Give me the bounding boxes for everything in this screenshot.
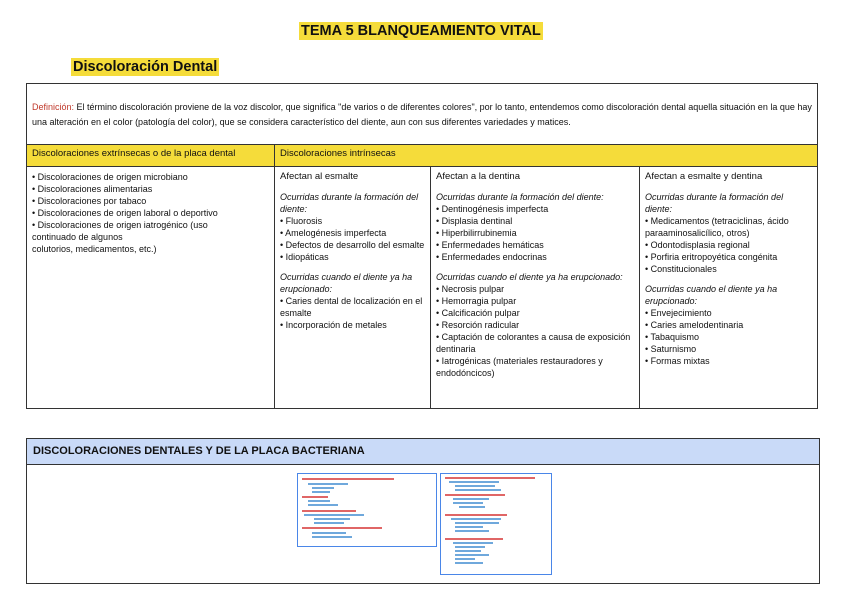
thumbnail-image: [440, 473, 552, 575]
list-item: • Incorporación de metales: [280, 320, 387, 330]
section-subtitle: Discoloración Dental: [73, 59, 218, 75]
dentina-heading: Afectan a la dentina: [436, 171, 520, 182]
extrinsic-item: • Discoloraciones alimentarias: [32, 184, 153, 194]
list-item: • Formas mixtas: [645, 356, 710, 366]
list-item: • Porfiria eritropoyética congénita: [645, 252, 778, 262]
header-extrinsic: Discoloraciones extrínsecas o de la placa dental: [27, 145, 275, 166]
list-item: • Tabaquismo: [645, 332, 700, 342]
extrinsic-item: • Discoloraciones de origen iatrogénico (uso: [32, 220, 208, 230]
esmalte-column: [275, 167, 431, 408]
list-item: • Necrosis pulpar: [436, 284, 505, 294]
list-item: • Hiperbilirrubinemia: [436, 228, 517, 238]
list-item: • Enfermedades endocrinas: [436, 252, 547, 262]
section2-box: [26, 438, 820, 584]
list-item: • Enfermedades hemáticas: [436, 240, 544, 250]
definition-row: [27, 84, 817, 145]
extrinsic-item: • Discoloraciones por tabaco: [32, 196, 147, 206]
ambos-during-label: Ocurridas durante la formación del diente:: [645, 192, 784, 214]
table-body-row: [27, 167, 817, 408]
dentina-during-label: Ocurridas durante la formación del diente:: [436, 192, 604, 202]
list-item: • Amelogénesis imperfecta: [280, 228, 387, 238]
extrinsic-item: • Discoloraciones de origen laboral o deportivo: [32, 208, 218, 218]
list-item: • Caries amelodentinaria: [645, 320, 744, 330]
section2-title: DISCOLORACIONES DENTALES Y DE LA PLACA BACTERIANA: [27, 439, 819, 465]
extrinsic-item: • Discoloraciones de origen microbiano: [32, 172, 188, 182]
list-item: • Saturnismo: [645, 344, 697, 354]
table-header-row: [27, 145, 817, 167]
thumbnail-image: [297, 473, 437, 547]
extrinsic-item: continuado de algunos: [32, 232, 123, 242]
list-item: • Displasia dentinal: [436, 216, 513, 226]
document-title: TEMA 5 BLANQUEAMIENTO VITAL: [301, 23, 541, 39]
esmalte-after-label: Ocurridas cuando el diente ya ha erupcionado:: [280, 272, 413, 294]
list-item: • Envejecimiento: [645, 308, 712, 318]
ambos-column: [640, 167, 817, 408]
list-item: • Resorción radicular: [436, 320, 520, 330]
dentina-after-label: Ocurridas cuando el diente ya ha erupcionado:: [436, 272, 623, 282]
definition-text: El término discoloración proviene de la voz discolor, que significa "de varios o de diferentes colores", por lo tanto, entendemos como discoloración dental aquella situación en la que hay una alteración en el color (patología del color), que se considera característico del diente, aun con sus diferentes variedades y matices.: [32, 102, 812, 127]
definition-label: Definición:: [32, 102, 75, 112]
extrinsic-item: colutorios, medicamentos, etc.): [32, 244, 157, 254]
discoloration-table: [26, 83, 818, 409]
dentina-column: [431, 167, 640, 408]
list-item: • Caries dental de localización en el esmalte: [280, 296, 423, 318]
esmalte-during-label: Ocurridas durante la formación del diente:: [280, 192, 419, 214]
list-item: • Fluorosis: [280, 216, 323, 226]
list-item: • Captación de colorantes a causa de exposición dentinaria: [436, 332, 631, 354]
list-item: • Idiopáticas: [280, 252, 329, 262]
header-intrinsic: Discoloraciones intrínsecas: [280, 148, 396, 159]
list-item: • Odontodisplasia regional: [645, 240, 750, 250]
list-item: • Constitucionales: [645, 264, 717, 274]
list-item: • Dentinogénesis imperfecta: [436, 204, 549, 214]
ambos-after-label: Ocurridas cuando el diente ya ha erupcionado:: [645, 284, 778, 306]
list-item: • Iatrogénicas (materiales restauradores y endodóncicos): [436, 356, 603, 378]
list-item: • Medicamentos (tetraciclinas, ácido paraaminosalicílico, otros): [645, 216, 789, 238]
esmalte-heading: Afectan al esmalte: [280, 171, 359, 182]
extrinsic-column: [27, 167, 275, 408]
ambos-heading: Afectan a esmalte y dentina: [645, 171, 763, 182]
list-item: • Defectos de desarrollo del esmalte: [280, 240, 425, 250]
list-item: • Hemorragia pulpar: [436, 296, 517, 306]
list-item: • Calcificación pulpar: [436, 308, 520, 318]
